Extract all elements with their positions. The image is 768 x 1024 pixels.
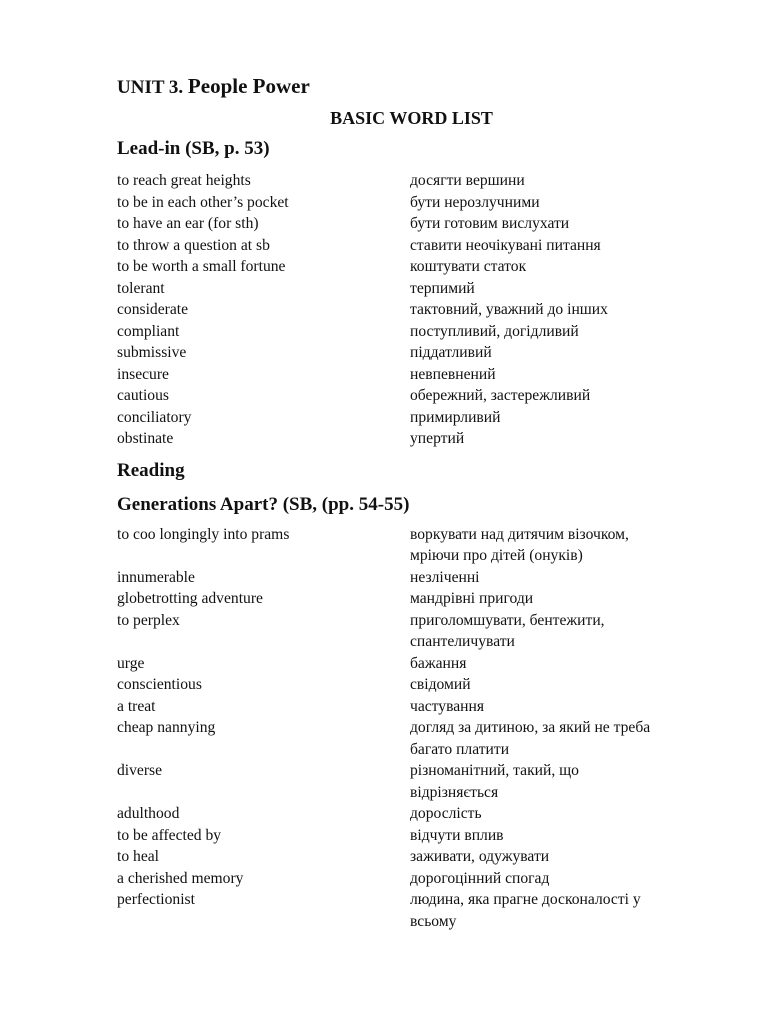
english-term: adulthood [117, 805, 180, 822]
word-entry [117, 278, 717, 300]
english-term: to have an ear (for sth) [117, 215, 259, 232]
translation-line: піддатливий [410, 344, 492, 361]
word-entry [117, 170, 717, 192]
translation-line: обережний, застережливий [410, 387, 591, 404]
ukrainian-translation [410, 192, 717, 214]
word-entry [117, 803, 717, 825]
ukrainian-translation [410, 653, 717, 675]
translation-line: людина, яка прагне досконалості у [410, 891, 641, 908]
word-entry [117, 760, 717, 803]
ukrainian-translation [410, 524, 717, 567]
ukrainian-translation [410, 299, 717, 321]
document-page [117, 68, 717, 932]
translation-line: досягти вершини [410, 172, 525, 189]
translation-line: свідомий [410, 676, 471, 693]
translation-line-continued: відрізняється [410, 783, 499, 801]
word-entry [117, 321, 717, 343]
translation-line-continued: всьому [410, 912, 457, 930]
word-entry [117, 192, 717, 214]
translation-line-continued: мріючи про дітей (онуків) [410, 547, 583, 564]
section-subheading-reading: Generations Apart? (SB, (pp. 54-55) [117, 493, 410, 515]
word-list-reading [117, 524, 717, 933]
translation-line: відчути вплив [410, 826, 504, 844]
unit-prefix: UNIT 3. [117, 77, 188, 98]
word-entry [117, 868, 717, 890]
section-heading-reading: Reading [117, 459, 185, 481]
word-entry [117, 588, 717, 610]
english-term: diverse [117, 762, 163, 779]
translation-line: терпимий [410, 279, 475, 297]
ukrainian-translation [410, 428, 717, 450]
translation-line: бути готовим вислухати [410, 215, 570, 232]
english-term: to perplex [117, 611, 180, 629]
english-term: to be in each other’s pocket [117, 193, 289, 211]
word-entry [117, 610, 717, 653]
ukrainian-translation [410, 278, 717, 300]
word-entry [117, 407, 717, 429]
translation-line: ставити неочікувані питання [410, 236, 601, 254]
word-entry [117, 524, 717, 567]
word-list-title: BASIC WORD LIST [330, 108, 493, 128]
english-term: cheap nannying [117, 719, 216, 736]
word-entry [117, 385, 717, 407]
ukrainian-translation [410, 760, 717, 803]
ukrainian-translation [410, 610, 717, 653]
ukrainian-translation [410, 803, 717, 825]
translation-line: приголомшувати, бентежити, [410, 611, 605, 629]
english-term: globetrotting adventure [117, 590, 263, 607]
english-term: to throw a question at sb [117, 236, 270, 254]
ukrainian-translation [410, 256, 717, 278]
translation-line: бажання [410, 654, 467, 672]
english-term: to coo longingly into prams [117, 525, 290, 543]
english-term: cautious [117, 387, 169, 404]
ukrainian-translation [410, 235, 717, 257]
translation-line: бути нерозлучними [410, 193, 540, 211]
translation-line-continued: спантеличувати [410, 633, 515, 650]
word-entry [117, 889, 717, 932]
english-term: urge [117, 654, 145, 672]
ukrainian-translation [410, 588, 717, 610]
ukrainian-translation [410, 567, 717, 589]
ukrainian-translation [410, 321, 717, 343]
english-term: to be affected by [117, 826, 222, 844]
word-entry [117, 235, 717, 257]
word-entry [117, 846, 717, 868]
word-entry [117, 825, 717, 847]
word-entry [117, 364, 717, 386]
word-list-lead-in [117, 170, 717, 450]
ukrainian-translation [410, 825, 717, 847]
translation-line: дорогоцінний спогад [410, 869, 550, 887]
translation-line: незліченні [410, 568, 480, 586]
ukrainian-translation [410, 696, 717, 718]
english-term: innumerable [117, 568, 195, 586]
english-term: submissive [117, 344, 187, 361]
unit-name: People Power [187, 74, 310, 98]
ukrainian-translation [410, 213, 717, 235]
english-term: conscientious [117, 676, 202, 693]
section-heading-lead-in: Lead-in (SB, p. 53) [117, 138, 270, 159]
word-entry [117, 653, 717, 675]
ukrainian-translation [410, 846, 717, 868]
word-entry [117, 256, 717, 278]
unit-title [117, 68, 717, 96]
translation-line: воркувати над дитячим візочком, [410, 525, 629, 543]
word-entry [117, 696, 717, 718]
ukrainian-translation [410, 407, 717, 429]
english-term: a treat [117, 697, 156, 715]
translation-line: примирливий [410, 408, 501, 426]
translation-line: поступливий, догідливий [410, 322, 579, 340]
word-entry [117, 428, 717, 450]
english-term: compliant [117, 322, 180, 340]
translation-line-continued: багато платити [410, 740, 510, 758]
translation-line: догляд за дитиною, за який не треба [410, 719, 651, 736]
word-entry [117, 717, 717, 760]
ukrainian-translation [410, 889, 717, 932]
english-term: to heal [117, 848, 159, 865]
translation-line: невпевнений [410, 365, 496, 383]
english-term: conciliatory [117, 408, 192, 426]
word-entry [117, 342, 717, 364]
ukrainian-translation [410, 342, 717, 364]
translation-line: упертий [410, 430, 465, 447]
translation-line: різноманітний, такий, що [410, 762, 579, 779]
english-term: to reach great heights [117, 172, 251, 189]
translation-line: коштувати статок [410, 258, 527, 275]
translation-line: тактовний, уважний до інших [410, 301, 608, 318]
english-term: considerate [117, 301, 189, 318]
word-entry [117, 299, 717, 321]
word-entry [117, 567, 717, 589]
ukrainian-translation [410, 868, 717, 890]
english-term: insecure [117, 365, 169, 383]
translation-line: дорослість [410, 805, 482, 822]
word-entry [117, 213, 717, 235]
english-term: to be worth a small fortune [117, 258, 286, 275]
translation-line: заживати, одужувати [410, 848, 550, 865]
english-term: tolerant [117, 279, 165, 297]
word-entry [117, 674, 717, 696]
ukrainian-translation [410, 674, 717, 696]
translation-line: мандрівні пригоди [410, 590, 534, 607]
translation-line: частування [410, 697, 485, 715]
english-term: obstinate [117, 430, 174, 447]
english-term: a cherished memory [117, 869, 244, 887]
ukrainian-translation [410, 385, 717, 407]
ukrainian-translation [410, 364, 717, 386]
ukrainian-translation [410, 170, 717, 192]
ukrainian-translation [410, 717, 717, 760]
english-term: perfectionist [117, 891, 195, 908]
